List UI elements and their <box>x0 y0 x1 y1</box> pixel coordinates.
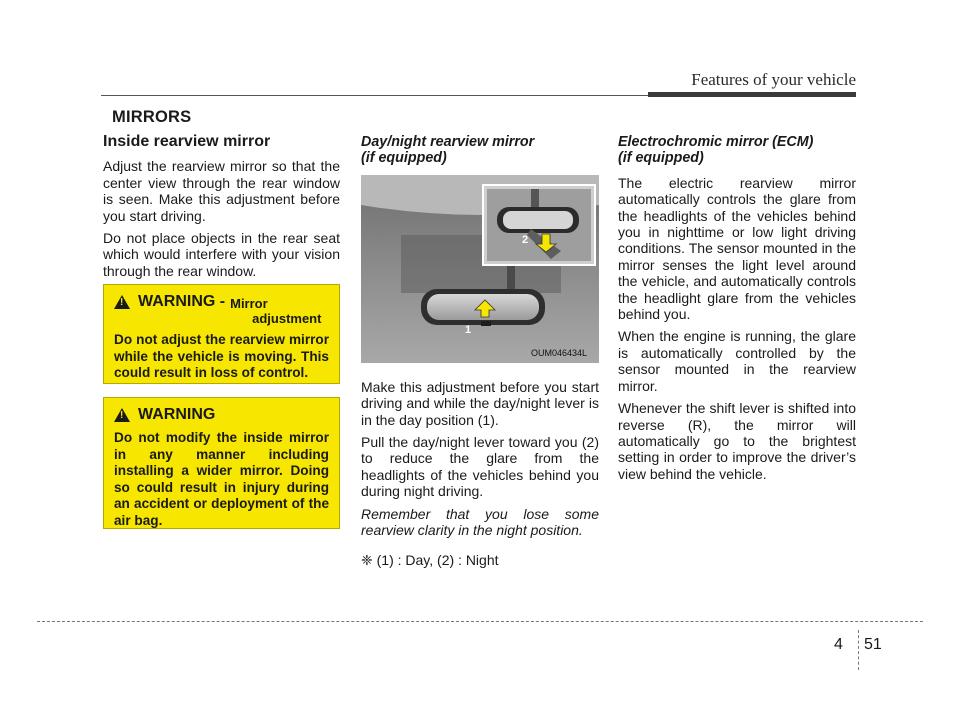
paragraph: Adjust the rearview mirror so that the center view through the rear window is seen. Make this adjustment before you start driving. <box>103 158 340 224</box>
column-left <box>103 134 340 285</box>
page-number-divider <box>858 630 859 670</box>
warning-text: Do not modify the inside mirror in any manner including installing a wider mirror. Doing so could result in injury during an accident or deployment of the air bag. <box>114 430 329 528</box>
warning-subtitle-line1: Mirror <box>230 296 268 311</box>
warning-text: Do not adjust the rearview mirror while the vehicle is moving. This could result in loss of control. <box>114 332 329 380</box>
mirror-illustration <box>361 175 599 363</box>
warning-icon <box>114 408 130 422</box>
section-title: MIRRORS <box>112 108 192 126</box>
paragraph: Make this adjustment before you start driving and while the day/night lever is in the day position (1). <box>361 378 599 428</box>
paragraph: The electric rearview mirror automatically controls the glare from the headlights of the vehicles behind you in nighttime or low light driving conditions. The sensor mounted in the mirror senses the light level around the vehicle, and automatically controls the headlight glare from the vehicles behind you. <box>618 174 856 323</box>
heading-line2: (if equipped) <box>618 150 704 167</box>
paragraph: Do not place objects in the rear seat which would interfere with your vision through the rear window. <box>103 230 340 279</box>
warning-box-mirror-adjustment <box>103 284 340 384</box>
label-1: 1 <box>465 323 472 336</box>
inside-mirror-heading: Inside rearview mirror <box>103 133 271 150</box>
heading-line1: Electrochromic mirror (ECM) <box>618 134 814 150</box>
warning-subtitle <box>230 296 321 326</box>
column-middle <box>361 134 599 575</box>
mirror-photo <box>361 175 599 363</box>
paragraph-italic: Remember that you lose some rearview clarity in the night position. <box>361 505 599 539</box>
day-night-mirror-heading <box>361 134 599 167</box>
heading-line1: Day/night rearview mirror <box>361 134 535 150</box>
heading-line2: (if equipped) <box>361 150 447 167</box>
ecm-heading <box>618 134 856 167</box>
note: ❈ (1) : Day, (2) : Night <box>361 552 499 569</box>
paragraph: Whenever the shift lever is shifted into reverse (R), the mirror will automatically go to the brightest setting in order to improve the driver’s view behind the vehicle. <box>618 400 856 482</box>
warning-icon <box>114 295 130 309</box>
warning-subtitle-line2: adjustment <box>252 311 322 326</box>
paragraph: Pull the day/night lever toward you (2) to reduce the glare from the headlights of the vehicles behind you during night driving. <box>361 434 599 500</box>
photo-code: OUM046434L <box>531 347 588 358</box>
footer-rule <box>37 621 923 622</box>
column-right <box>618 134 856 488</box>
page-number: 51 <box>864 636 882 653</box>
warning-label: WARNING <box>138 406 216 423</box>
warning-title <box>114 293 329 326</box>
warning-label: WARNING - <box>138 293 226 310</box>
header-rule-accent <box>648 92 856 97</box>
warning-title <box>114 406 329 424</box>
label-2: 2 <box>522 233 529 246</box>
chapter-number: 4 <box>834 636 843 653</box>
running-header: Features of your vehicle <box>691 70 856 89</box>
paragraph: When the engine is running, the glare is automatically controlled by the sensor mounted in the rearview mirror. <box>618 328 856 394</box>
warning-box-modify-mirror <box>103 397 340 529</box>
